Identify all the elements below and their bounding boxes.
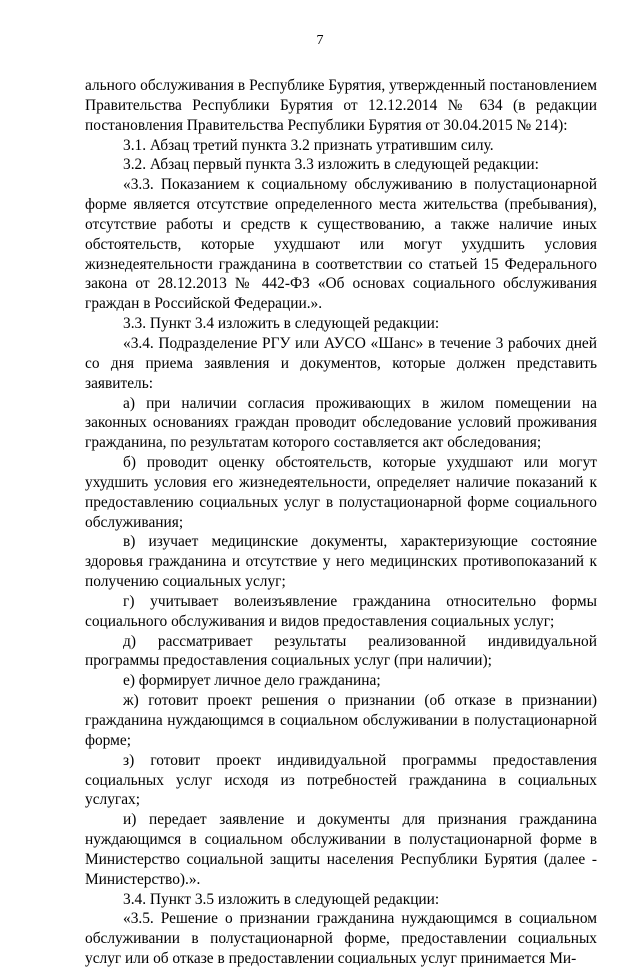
paragraph: 3.3. Пункт 3.4 изложить в следующей редакции: <box>123 315 440 333</box>
paragraph: 3.2. Абзац первый пункта 3.3 изложить в следующей редакции: <box>123 156 539 174</box>
list-item: е) формирует личное дело гражданина; <box>123 672 381 690</box>
list-item: ж) готовит проект решения о признании (об отказе в признании) гражданина нуждающимся в социальном обслуживании в полустационарной форме; <box>85 692 597 749</box>
list-item: г) учитывает волеизъявление гражданина относительно формы социального обслуживания и видов предоставления социальных услуг; <box>85 592 597 630</box>
list-item: б) проводит оценку обстоятельств, которые ухудшают или могут ухудшить условия его жизнедеятельности, определяет наличие показаний к предоставлению социальных услуг в полустационарной форме социального обслуживания; <box>85 454 597 531</box>
paragraph: 3.1. Абзац третий пункта 3.2 признать утратившим силу. <box>123 136 494 154</box>
list-item: в) изучает медицинские документы, характеризующие состояние здоровья гражданина и отсутствие у него медицинских противопоказаний к получению социальных услуг; <box>85 533 597 591</box>
list-item: и) передает заявление и документы для признания гражданина нуждающимся в социальном обслуживании в полустационарной форме в Министерство социальной защиты населения Республики Бурятия (далее - Министерство).». <box>85 811 597 888</box>
paragraph: ального обслуживания в Республике Бурятия, утвержденный постановлением Правительства Республики Бурятия от 12.12.2014 № 634 (в редакции постановления Правительства Республики Бурятия от 30.04.2015 № 214): <box>85 77 597 134</box>
page-number: 7 <box>316 33 324 48</box>
paragraph: «3.4. Подразделение РГУ или АУСО «Шанс» в течение 3 рабочих дней со дня приема заявления и документов, которые должен представить заявитель: <box>85 334 597 392</box>
paragraph: «3.5. Решение о признании гражданина нуждающимся в социальном обслуживании в полустационарной форме, предоставлении социальных услуг или об отказе в предоставлении социальных услуг принимается Ми- <box>85 910 597 968</box>
list-item: а) при наличии согласия проживающих в жилом помещении на законных основаниях граждан проводит обследование условий проживания гражданина, по результатам которого составляется акт обследования; <box>85 394 597 452</box>
list-item: д) рассматривает результаты реализованной индивидуальной программы предоставления социальных услуг (при наличии); <box>85 632 597 670</box>
paragraph: «3.3. Показанием к социальному обслуживанию в полустационарной форме является отсутствие определенного места жительства (пребывания), отсутствие работы и средств к существованию, а также наличие иных обстоятельств, которые ухудшают или могут ухудшить условия жизнедеятельности гражданина в соответствии со статьей 15 Федерального закона от 28.12.2013 № 442-ФЗ «Об основах социального обслуживания граждан в Российской Федерации.». <box>85 176 597 313</box>
paragraph: 3.4. Пункт 3.5 изложить в следующей редакции: <box>123 890 440 908</box>
document-body <box>85 76 597 969</box>
list-item: з) готовит проект индивидуальной программы предоставления социальных услуг исходя из потребностей гражданина в социальных услугах; <box>85 751 597 809</box>
